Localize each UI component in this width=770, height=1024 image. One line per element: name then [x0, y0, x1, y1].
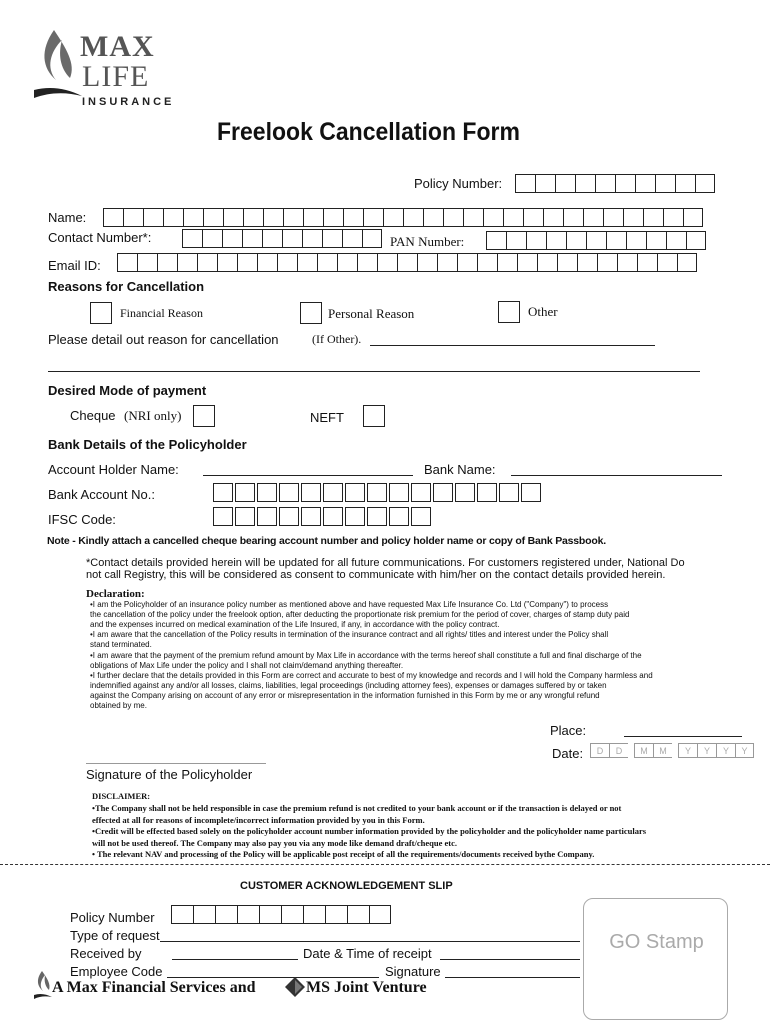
- pan-number-label: PAN Number:: [390, 234, 465, 249]
- logo-max-text: MAX: [80, 30, 155, 63]
- email-id-label: Email ID:: [48, 258, 101, 273]
- disclaimer-line: • The relevant NAV and processing of the Policy will be applicable post receipt of all the requirements/documents received bythe Company.: [92, 849, 595, 859]
- date-boxes[interactable]: D D M M Y Y Y Y: [590, 743, 754, 758]
- slip-policy-number-label: Policy Number: [70, 910, 155, 925]
- employee-code-line[interactable]: [167, 977, 379, 978]
- declaration-line: •I am aware that the payment of the premium refund amount by Max Life in accordance with the terms hereof shall constitute a full and final discharge of the: [90, 651, 642, 660]
- declaration-line: and the expenses incurred on medical examination of the Life Insured, if any, in accordance with the policy contract.: [90, 620, 500, 629]
- disclaimer-line: •The Company shall not be held responsible in case the premium refund is not credited to your bank account or if the transaction is delayed or not: [92, 803, 622, 813]
- other-reason-checkbox[interactable]: [498, 301, 520, 323]
- disclaimer-line: will not be used thereof. The Company may also pay you via any mode like demand draft/cheque etc.: [92, 838, 457, 848]
- declaration-line: indemnified against any and/or all losses, claims, liabilities, legal proceedings (including attorney fees), expenses or damages suffered by or taken: [90, 681, 607, 690]
- bank-name-line[interactable]: [511, 475, 722, 476]
- logo-insurance-text: INSURANCE: [82, 96, 175, 108]
- disclaimer-line: effected at all for reasons of incomplete/incorrect information provided by you in this Form.: [92, 815, 425, 825]
- declaration-line: •I am aware that the cancellation of the Policy results in termination of the insurance contract and all rights/ titles and interest under the Policy shall: [90, 630, 609, 639]
- detail-reason-label: Please detail out reason for cancellation: [48, 332, 279, 347]
- bank-name-label: Bank Name:: [424, 462, 496, 477]
- attachment-note: Note - Kindly attach a cancelled cheque bearing account number and policy holder name or copy of Bank Passbook.: [47, 535, 606, 547]
- nri-only-label: (NRI only): [124, 408, 182, 423]
- bank-account-label: Bank Account No.:: [48, 487, 155, 502]
- mitsui-diamond-icon: [285, 977, 305, 997]
- declaration-line: against the Company arising on account of any error or misrepresentation in the information furnished in this Form by me or any wrongful refund: [90, 691, 600, 700]
- place-label: Place:: [550, 723, 587, 738]
- cut-line-divider: [0, 864, 770, 865]
- footer-right-text: MS Joint Venture: [306, 979, 427, 996]
- other-reason-label: Other: [528, 304, 558, 319]
- declaration-line: stand terminated.: [90, 640, 152, 649]
- date-time-receipt-label: Date & Time of receipt: [303, 946, 432, 961]
- neft-checkbox[interactable]: [363, 405, 385, 427]
- detail-reason-line-2[interactable]: [48, 371, 700, 372]
- personal-reason-checkbox[interactable]: [300, 302, 322, 324]
- type-of-request-line[interactable]: [160, 941, 580, 942]
- account-holder-label: Account Holder Name:: [48, 462, 179, 477]
- slip-policy-number-boxes[interactable]: [171, 905, 391, 924]
- declaration-line: obtained by me.: [90, 701, 147, 710]
- date-time-receipt-line[interactable]: [440, 959, 580, 960]
- declaration-heading: Declaration:: [86, 588, 145, 600]
- go-stamp-box[interactable]: [583, 898, 728, 1020]
- bank-details-heading: Bank Details of the Policyholder: [48, 437, 247, 452]
- page-title: Freelook Cancellation Form: [217, 118, 520, 146]
- cheque-label: Cheque: [70, 408, 116, 423]
- received-by-label: Received by: [70, 946, 142, 961]
- place-line[interactable]: [624, 736, 742, 737]
- type-of-request-label: Type of request: [70, 928, 160, 943]
- slip-signature-label: Signature: [385, 964, 441, 979]
- email-id-boxes[interactable]: [117, 253, 697, 272]
- logo-life-text: LIFE: [82, 60, 150, 93]
- pan-number-boxes[interactable]: [486, 231, 706, 250]
- payment-mode-heading: Desired Mode of payment: [48, 383, 207, 398]
- date-label: Date:: [552, 746, 584, 761]
- personal-reason-label: Personal Reason: [328, 306, 415, 321]
- contact-note-line-1: *Contact details provided herein will be updated for all future communications. For customers registered under, National Do: [86, 557, 685, 569]
- if-other-label: (If Other).: [312, 332, 362, 346]
- reasons-heading: Reasons for Cancellation: [48, 279, 205, 294]
- detail-reason-line-1[interactable]: [370, 345, 655, 346]
- signature-policyholder-label: Signature of the Policyholder: [86, 767, 253, 782]
- disclaimer-line: •Credit will be effected based solely on the policyholder account number information provided by the policyholder and the policyholder name particulars: [92, 826, 647, 836]
- name-label: Name:: [48, 210, 87, 225]
- account-holder-line[interactable]: [203, 475, 413, 476]
- ifsc-label: IFSC Code:: [48, 512, 116, 527]
- declaration-line: the cancellation of the policy under the freelook option, after deducting the proportionate risk premium for the period of cover, charges of stamp duty paid: [90, 610, 630, 619]
- go-stamp-label: GO Stamp: [609, 931, 704, 953]
- declaration-line: •I am the Policyholder of an insurance policy number as mentioned above and have requested Max Life Insurance Co. Ltd ("Company") to process: [90, 600, 609, 609]
- contact-number-boxes[interactable]: [182, 229, 382, 248]
- contact-number-label: Contact Number*:: [48, 230, 152, 245]
- signature-line[interactable]: [86, 763, 266, 764]
- financial-reason-checkbox[interactable]: [90, 302, 112, 324]
- neft-label: NEFT: [310, 410, 344, 425]
- policy-number-boxes[interactable]: [515, 174, 715, 193]
- cheque-checkbox[interactable]: [193, 405, 215, 427]
- declaration-line: •I further declare that the details provided in this Form are correct and accurate to best of my knowledge and records and I will hold the Company harmless and: [90, 671, 653, 680]
- name-boxes[interactable]: [103, 208, 703, 227]
- ifsc-boxes[interactable]: [213, 507, 433, 526]
- policy-number-label: Policy Number:: [414, 176, 503, 191]
- declaration-line: obligations of Max Life under the policy and I shall not claim/demand anything thereafter.: [90, 661, 404, 670]
- flame-logo-icon: [32, 28, 84, 100]
- employee-code-label: Employee Code: [70, 964, 163, 979]
- footer-left-text: A Max Financial Services and: [52, 979, 256, 996]
- slip-signature-line[interactable]: [445, 977, 580, 978]
- bank-account-boxes[interactable]: [213, 483, 543, 502]
- contact-note-line-2: not call Registry, this will be considered as consent to communicate with him/her on the contact details provided herein.: [86, 569, 666, 581]
- slip-heading: CUSTOMER ACKNOWLEDGEMENT SLIP: [240, 880, 453, 892]
- financial-reason-label: Financial Reason: [120, 306, 203, 320]
- received-by-line[interactable]: [172, 959, 298, 960]
- disclaimer-heading: DISCLAIMER:: [92, 791, 151, 801]
- footer-flame-icon: [33, 970, 53, 1000]
